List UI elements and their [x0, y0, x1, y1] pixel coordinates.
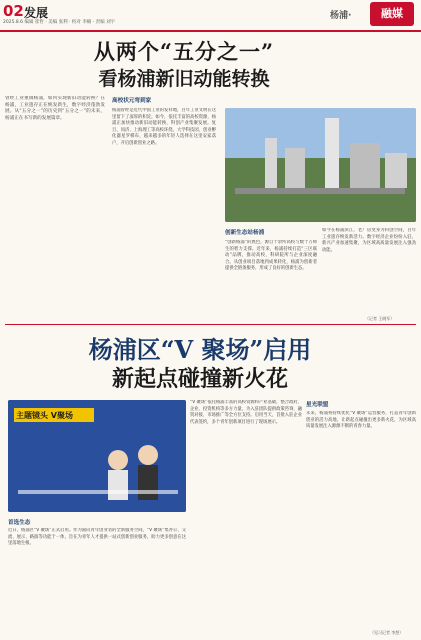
story2-subhead-2: 星光联盟: [306, 402, 329, 408]
aerial-campus-photo: [225, 108, 416, 222]
story1-byline: （记者 王晓军）: [365, 316, 395, 321]
story1-subhead-1: 高校状元弯到家: [112, 98, 152, 104]
story1-col2: [225, 228, 317, 324]
section-title: 发展: [24, 6, 49, 20]
story1-headline-line1: 从两个“五分之一”: [93, 39, 275, 64]
brand-text: 杨浦·: [330, 11, 352, 21]
story2-col1: [8, 518, 186, 640]
page-header: [0, 0, 421, 32]
story1-col1-text: 杨浦曾经是近代中国工业的发祥地，百年工业文明在这里留下了深厚的积淀。如今，依托丰富的高校资源，杨浦正加快推动新旧动能转换，科创产业集聚发展。复旦、同济、上海理工等高校环绕，大学科技园、创业孵化器星罗棋布，越来越多的年轻人选择在这里安家落户，开启创新创业之路。: [112, 108, 216, 146]
story2-col2-text: “V 聚场”依托杨浦丰富的高校资源和产业基础，整合政府、企业、投资机构等多方力量，为入驻团队提供政策咨询、融资对接、市场推广等全方位支持。启用当天，首批入驻企业代表签约，多个青年创新项目进行了现场展示。: [190, 400, 302, 425]
story2-col3: [306, 400, 416, 631]
story1-col2-text: “创新杨浦”的底色，源自十余所高校与数十万师生的智力支撑。近年来，杨浦持续打造“三区联动”品牌，推动高校、科研院所与企业深度融合。从创业项目落地到成果转化，杨浦为创新者提供全链条服务，形成了良好的创新生态。: [225, 240, 317, 272]
dateline: 2025.8.6 编辑 崔哲 · 美编 张利 · 校对 李楠 · 责编 刘宇: [3, 20, 116, 25]
story2-col1-text: 近日，杨浦区“V 聚场”正式启用。作为面向青年创业者的全新服务空间，“V 聚场”集办公、交流、展示、路演等功能于一体，旨在为青年人才提供一站式创新创业服务，助力更多创意在这里落地生根。: [8, 528, 186, 547]
story1-subhead-2: 创新生态站杨浦: [225, 230, 265, 236]
story1-col1: [112, 96, 216, 294]
newspaper-logo: 融媒: [370, 2, 414, 26]
aerial-campus-illustration: [225, 108, 416, 222]
v-space-event-photo: [8, 400, 186, 512]
story2-col3-text: 未来，杨浦将持续优化“V 聚场”运营服务，打造青年创新创业的活力高地，让新起点碰撞出更多新火花，为区域高质量发展注入源源不断的青春力量。: [306, 411, 416, 430]
photo-banner-text: 主题镜头 V聚场: [16, 411, 73, 420]
page-number: 02: [3, 2, 24, 20]
story2-headline-line1: 杨浦区“V 聚场”启用: [88, 335, 312, 364]
story2-subhead-1: 首选生态: [8, 520, 31, 526]
story2-byline: （见习记者 李想）: [370, 630, 404, 635]
section-divider: [5, 324, 416, 325]
story1-col3-text: 如今在杨浦滨江，老厂房变身为科创空间，百年工业遗存焕发新活力。数字经济企业纷纷入驻，新兴产业加速集聚，为区域高质量发展注入强劲动能。: [322, 228, 416, 253]
story1-lede: 曾经工业重镇杨浦，如何实现新旧动能转换？在杨浦，工业遗存正在焕发新生，数字经济蓬勃发展。从“五分之一”的历史到“五分之一”的未来，杨浦正在书写新的发展篇章。: [5, 96, 105, 122]
story2-headline-line2: 新起点碰撞新火花: [111, 366, 288, 392]
story1-headline-line2: 看杨浦新旧动能转换: [98, 68, 270, 90]
